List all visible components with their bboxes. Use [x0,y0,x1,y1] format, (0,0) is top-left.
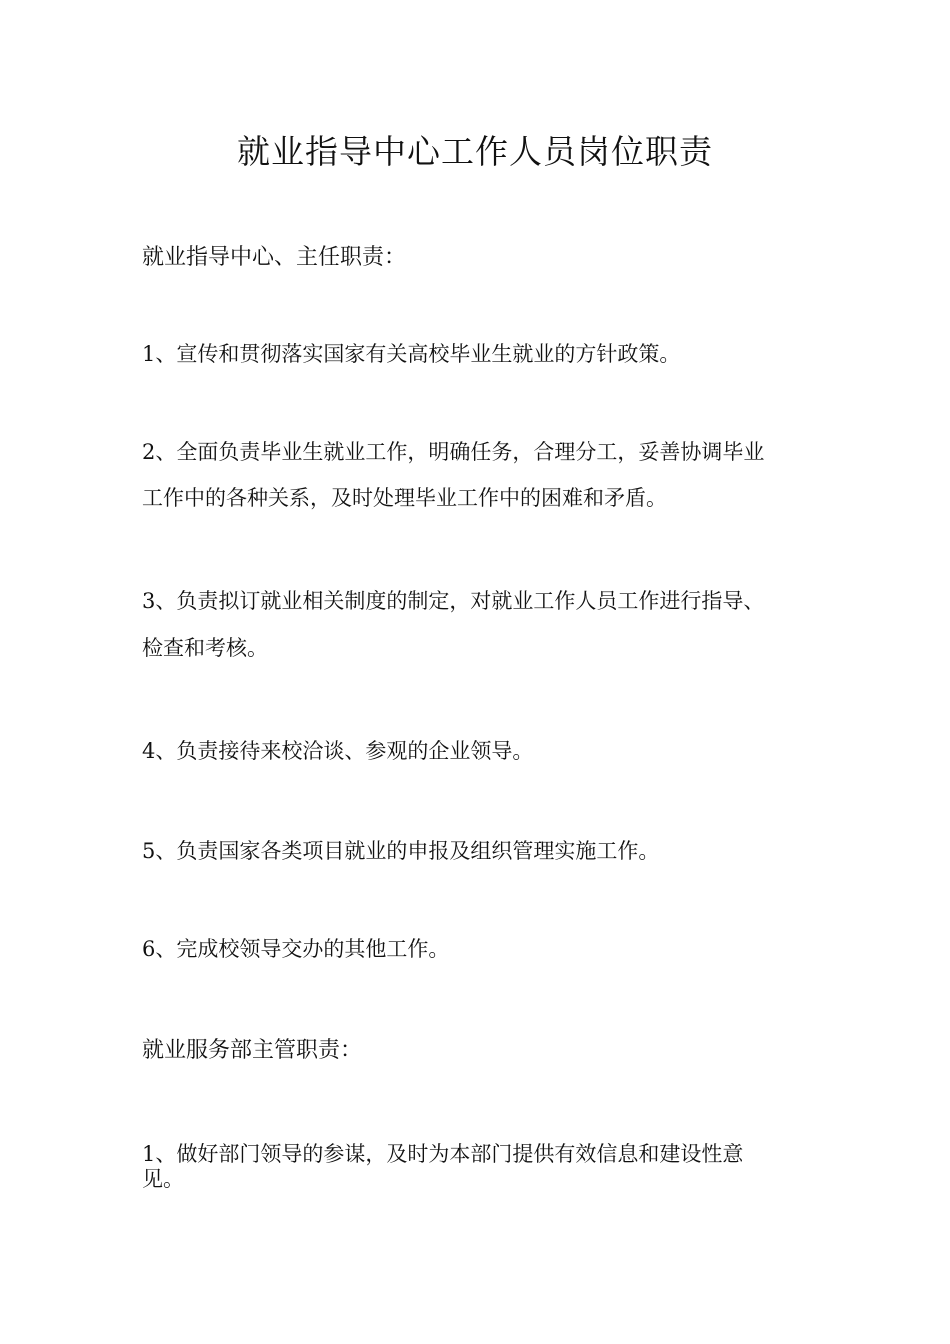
director-duty-6: 6、完成校领导交办的其他工作。 [142,937,450,961]
supervisor-duty-1-line-2: 见。 [142,1167,184,1191]
document-title: 就业指导中心工作人员岗位职责 [237,132,713,171]
director-duty-4: 4、负责接待来校洽谈、参观的企业领导。 [142,739,534,763]
director-duty-1: 1、宣传和贯彻落实国家有关高校毕业生就业的方针政策。 [142,342,681,366]
section-heading-service-supervisor: 就业服务部主管职责： [142,1038,363,1063]
section-heading-director: 就业指导中心、主任职责： [142,245,407,270]
director-duty-3-line-1: 3、负责拟订就业相关制度的制定，对就业工作人员工作进行指导、 [142,589,765,613]
director-duty-2-line-2: 工作中的各种关系，及时处理毕业工作中的困难和矛盾。 [142,486,667,510]
supervisor-duty-1-line-1: 1、做好部门领导的参谋，及时为本部门提供有效信息和建设性意 [142,1142,744,1166]
director-duty-5: 5、负责国家各类项目就业的申报及组织管理实施工作。 [142,839,660,863]
director-duty-3-line-2: 检查和考核。 [142,636,268,660]
director-duty-2-line-1: 2、全面负责毕业生就业工作，明确任务，合理分工，妥善协调毕业 [142,440,765,464]
